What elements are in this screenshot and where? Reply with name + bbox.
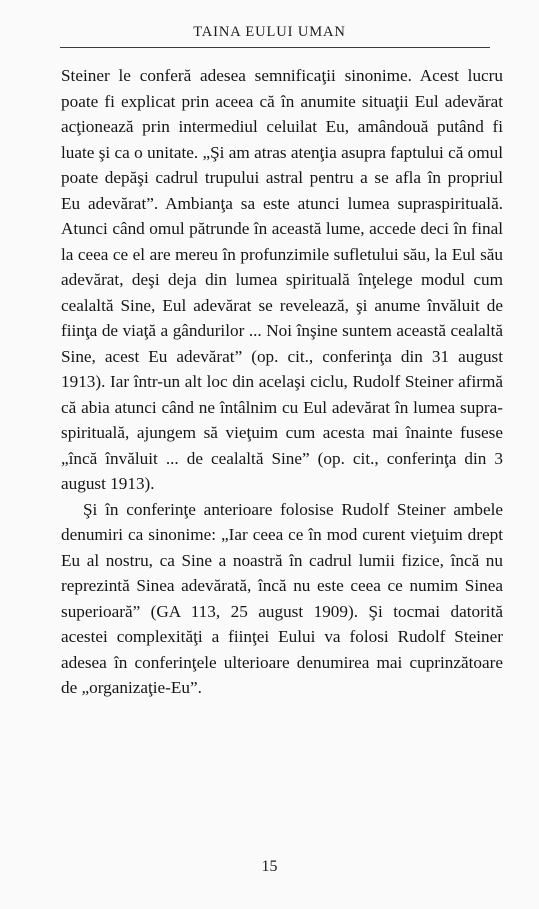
paragraph-1: Steiner le conferă adesea semnificaţii sinonime. Acest lucru poate fi explicat prin aceea că în anumite situaţii Eul adevărat acţionează prin intermediul celuilat Eu, amândouă putând fi luate şi ca o unitate. „Şi am atras atenţia asupra faptului că omul poate depăşi cadrul trupului astral pentru a se afla în propriul Eu adevărat”. Ambianţa sa este atunci lumea supraspirituală. Atunci când omul pătrunde în această lume, accede deci în final la ceea ce el are mereu în profunzimile sufletului său, la Eul său adevărat, deşi deja din lumea spirituală înţelege modul cum cealaltă Sine, Eul adevărat se revelează, şi anume învăluit de fiinţa de viaţă a gândurilor ... Noi înşine suntem această cealaltă Sine, acest Eu adevărat” (op. cit., conferinţa din 31 august 1913). Iar într-un alt loc din acelaşi ciclu, Rudolf Steiner afirmă că abia atunci când ne întâlnim cu Eul adevărat în lumea supra-spirituală, ajungem să vieţuim cum acesta mai înainte fusese „încă învăluit ... de cealaltă Sine” (op. cit., conferinţa din 3 august 1913). bbox=[61, 66, 503, 493]
header-rule bbox=[60, 47, 490, 48]
paragraph-2: Şi în conferinţe anterioare folosise Rudolf Steiner ambele denumiri ca sinonime: „Iar ceea ce în mod curent vieţuim drept Eu al nostru, ca Sine a noastră în cadrul lumii fizice, încă nu reprezintă Sinea adevărată, încă nu este ceea ce numim Sinea superioară” (GA 113, 25 august 1909). Şi tocmai datorită acestei complexităţi a fiinţei Eului va folosi Rudolf Steiner adesea în conferinţele ulterioare denumirea mai cuprinzătoare de „organizaţie-Eu”. bbox=[61, 499, 503, 697]
page-number: 15 bbox=[261, 858, 278, 875]
body-text bbox=[61, 63, 503, 701]
running-head: TAINA EULUI UMAN bbox=[193, 24, 346, 40]
